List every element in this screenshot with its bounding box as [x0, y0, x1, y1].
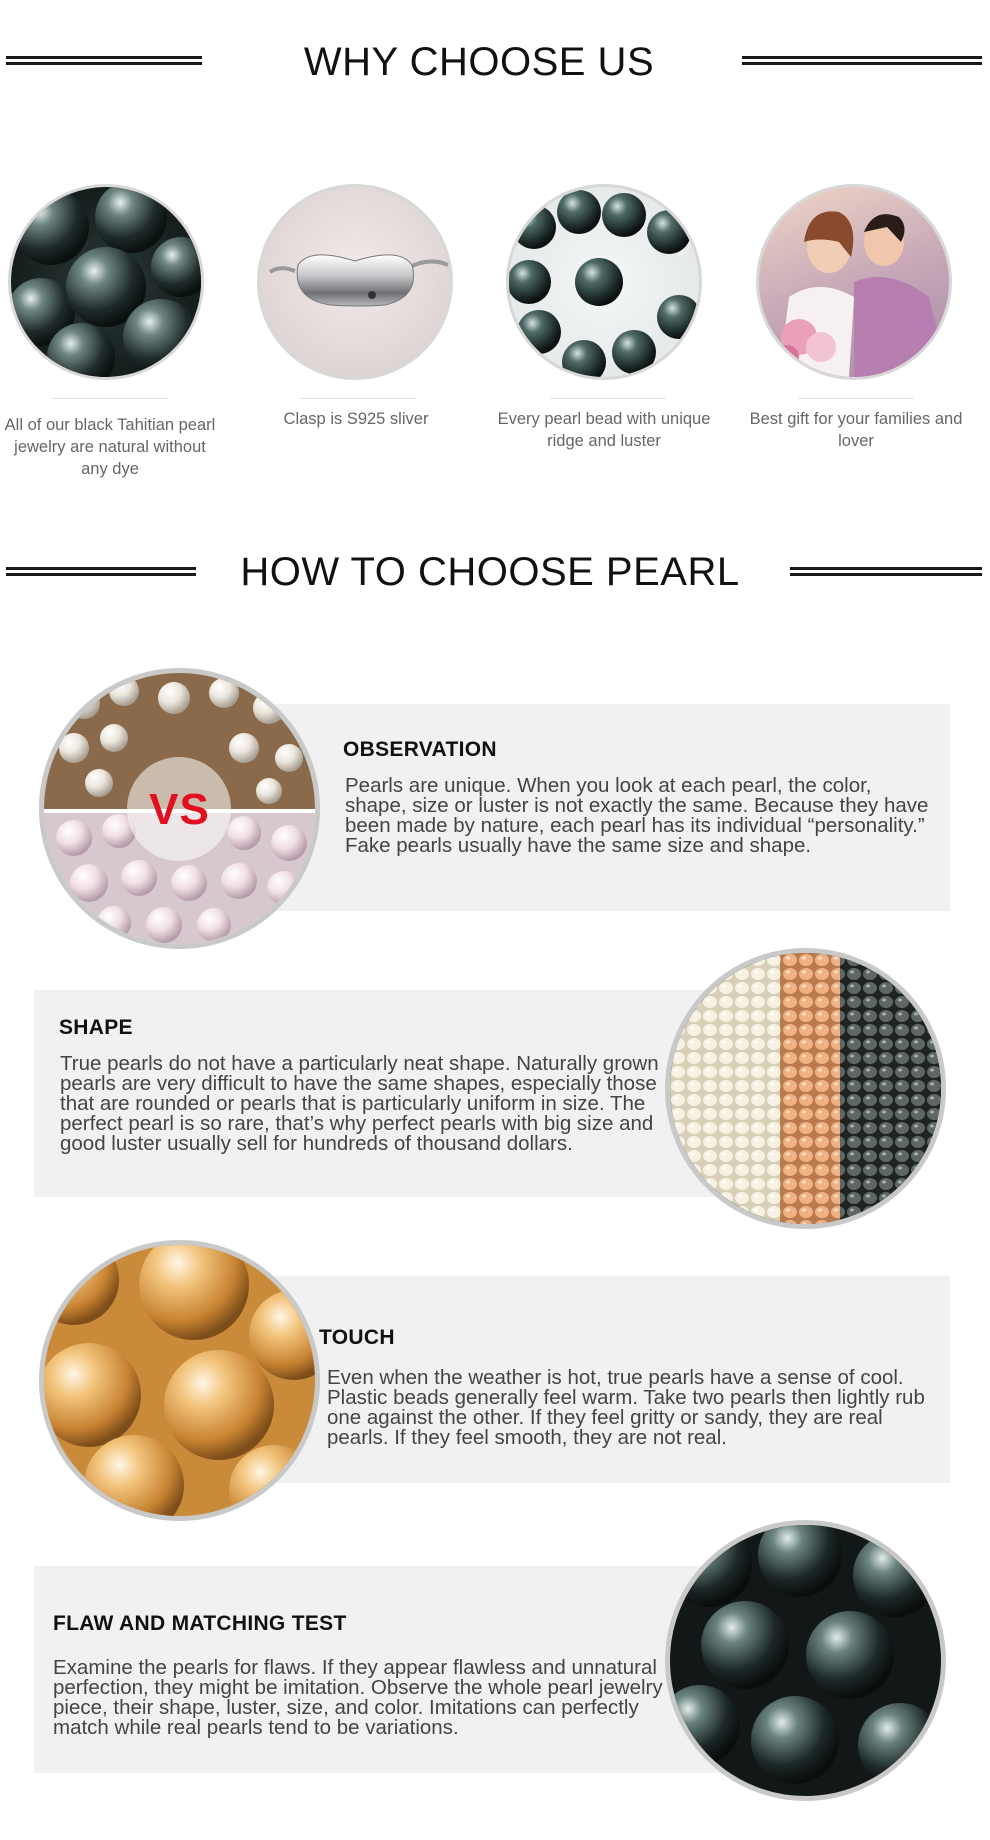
- observation-text: Pearls are unique. When you look at each pearl, the color, shape, size or luster is not exactly the same. Because they have been made by nature, each pearl has its individual “personality.” Fake pearls usually have the same size and shape.: [345, 774, 929, 857]
- black-pearls-image: [8, 184, 204, 380]
- heading-rule-right: [790, 567, 982, 576]
- observation-title: OBSERVATION: [343, 738, 497, 761]
- tahitian-pearls-image: [665, 1520, 946, 1801]
- feature-text: Best gift for your families and lover: [749, 410, 963, 450]
- heading-rule-left: [6, 56, 202, 65]
- heading-rule-right: [742, 56, 982, 65]
- silver-clasp-image: [257, 184, 453, 380]
- feature-divider: [798, 398, 914, 399]
- pearl-comparison-image: [39, 668, 320, 949]
- shape-title: SHAPE: [59, 1016, 133, 1039]
- vs-badge: VS: [149, 785, 210, 834]
- feature-text: All of our black Tahitian pearl jewelry are natural without any dye: [4, 416, 216, 478]
- feature-text: Clasp is S925 sliver: [283, 410, 429, 428]
- why-choose-title: WHY CHOOSE US: [303, 40, 655, 84]
- touch-text: Even when the weather is hot, true pearls have a sense of cool. Plastic beads generally feel warm. Take two pearls then lightly rub one against the other. If they feel gritty or sandy, they are real pearls. If they feel smooth, they are not real.: [327, 1366, 925, 1449]
- feature-divider: [52, 398, 168, 399]
- touch-title: TOUCH: [319, 1326, 395, 1349]
- flaw-title: FLAW AND MATCHING TEST: [53, 1612, 347, 1635]
- feature-divider: [300, 398, 416, 399]
- feature-text: Every pearl bead with unique ridge and luster: [497, 410, 711, 450]
- feature-divider: [550, 398, 666, 399]
- heading-rule-left: [6, 567, 196, 576]
- golden-pearls-image: [39, 1240, 320, 1521]
- flaw-text: Examine the pearls for flaws. If they appear flawless and unnatural perfection, they might be imitation. Observe the whole pearl jewelry piece, their shape, luster, size, and color. Imitations can perfectly match while real pearls tend to be variations.: [53, 1656, 663, 1739]
- pearl-strand-image: [506, 184, 702, 380]
- how-choose-title: HOW TO CHOOSE PEARL: [240, 550, 740, 594]
- couple-gift-image: [756, 184, 952, 380]
- pearl-strands-image: [665, 948, 946, 1229]
- shape-text: True pearls do not have a particularly neat shape. Naturally grown pearls are very difficult to have the same shapes, especially those that are rounded or pearls that is particularly uniform in size. The perfect pearl is so rare, that’s why perfect pearls with big size and good luster usually sell for hundreds of thousand dollars.: [60, 1052, 659, 1155]
